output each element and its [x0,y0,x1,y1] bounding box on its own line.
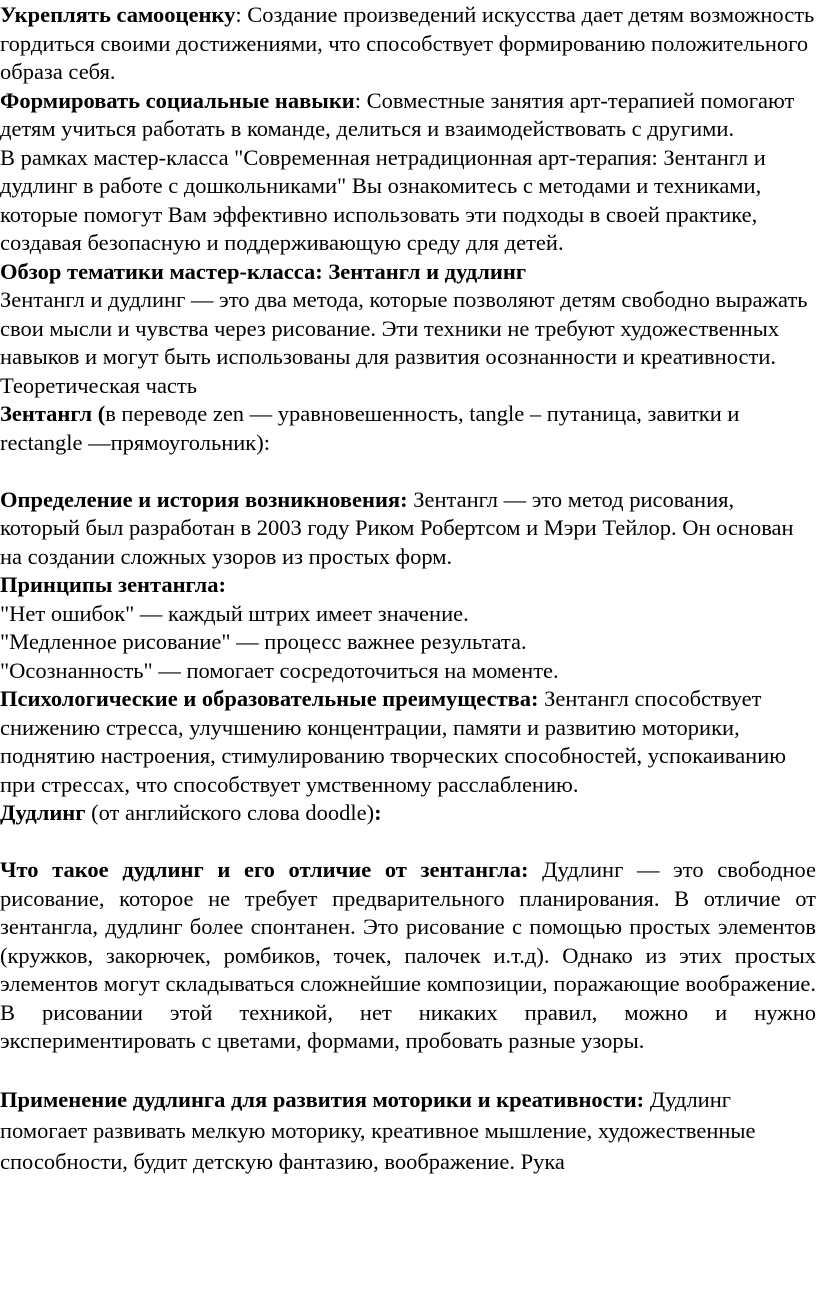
term-self-esteem: Укреплять самооценку [0,2,236,27]
principle-slow-drawing: "Медленное рисование" — процесс важнее результата. [0,629,527,654]
paragraph-doodling-title [0,799,816,828]
paragraph-self-esteem [0,1,816,87]
term-history: Определение и история возникновения: [0,486,408,512]
term-doodling: Дудлинг [0,800,86,825]
heading-zentangle-principles [0,571,816,600]
blank-line [0,457,816,486]
term-doodling-difference: Что такое дудлинг и его отличие от зентангла: [0,857,529,882]
paragraph-doodling-application [0,1084,816,1177]
colon-doodling: : [374,800,382,825]
term-zentangle: Зентангл ( [0,401,106,426]
term-benefits: Психологические и образовательные преимущества: [0,686,539,711]
text-doodling-difference: Дудлинг — это свободное рисование, которое не требует предварительного планирования. В отличие от зентангла, дудлинг более спонтанен. Это рисование с помощью простых элементов (кружков, закорючек, ромбиков, точек, палочек и.т.д). Однако из этих простых элементов могут складываться сложнейшие композиции, поражающие воображение. В рисовании этой техникой, нет никаких правил, можно и нужно экспериментировать с цветами, формами, пробовать разные узоры. [0,857,816,1053]
paragraph-overview: Зентангл и дудлинг — это два метода, которые позволяют детям свободно выражать свои мысли и чувства через рисование. Эти техники не требуют художественных навыков и могут быть использованы для развития осознанности и креативности. [0,287,808,369]
text-benefits: Зентангл способствует снижению стресса, улучшению концентрации, памяти и развитию моторики, поднятию настроения, стимулированию творческих способностей, успокаиванию при стрессах, что способствует умственному расслаблению. [0,686,787,797]
blank-line [0,828,816,857]
paragraph-zentangle-definition-title [0,400,816,457]
term-principles: Принципы зентангла: [0,572,226,597]
principle-mindfulness: "Осознанность" — помогает сосредоточиться на моменте. [0,657,559,683]
paragraph-social-skills [0,87,816,144]
section-title-theory: Теоретическая часть [0,372,198,398]
text-history: Зентангл — это метод рисования, который был разработан в 2003 году Риком Робертсом и Мэри Тейлор. Он основан на создании сложных узоров из простых форм. [0,486,794,569]
term-social-skills: Формировать социальные навыки [0,87,355,113]
paragraph-doodling-definition [0,856,816,1056]
principle-no-mistakes: "Нет ошибок" — каждый штрих имеет значение. [0,600,469,626]
text-doodling-application: Дудлинг помогает развивать мелкую моторику, креативное мышление, художественные способности, будит детскую фантазию, воображение. Рука [0,1087,756,1174]
term-doodling-application: Применение дудлинга для развития моторики и креативности: [0,1087,645,1112]
paragraph-zentangle-history [0,486,816,572]
text-doodling-origin: (от английского слова doodle) [85,800,375,825]
text-self-esteem: : Создание произведений искусства дает детям возможность гордиться своими достижениями, что способствует формированию положительного образа себя. [0,2,815,84]
paragraph-masterclass-intro: В рамках мастер-класса "Современная нетрадиционная арт-терапия: Зентангл и дудлинг в работе с дошкольниками" Вы ознакомитесь с методами и техниками, которые помогут Вам эффективно использовать эти подходы в своей практике, создавая безопасную и поддерживающую среду для детей. [0,144,766,255]
blank-line [0,1056,816,1085]
paragraph-benefits [0,685,816,799]
heading-overview-text: Обзор тематики мастер-класса: Зентангл и дудлинг [0,258,527,284]
text-zentangle-translation: в переводе zen — уравновешенность, tangle – путаница, завитки и rectangle —прямоугольник): [0,401,740,455]
text-social-skills: : Совместные занятия арт-терапией помогают детям учиться работать в команде, делиться и взаимодействовать с другими. [0,87,795,141]
heading-masterclass-overview [0,258,816,287]
